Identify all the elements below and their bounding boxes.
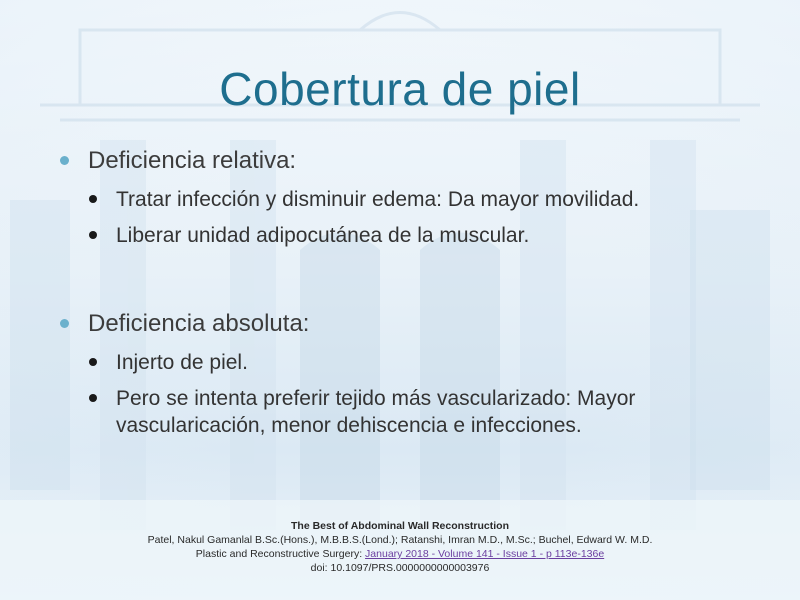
bullet-icon [89, 358, 97, 366]
section-relative-heading [58, 146, 758, 176]
slide-content [58, 146, 758, 439]
section-absolute-heading [58, 309, 758, 339]
reference-footer [0, 519, 800, 575]
reference-title: The Best of Abdominal Wall Reconstruction [291, 520, 509, 532]
list-item [87, 385, 758, 439]
section-heading-text: Deficiencia relativa: [88, 147, 297, 174]
bullet-icon [60, 156, 69, 165]
list-item [87, 349, 758, 376]
reference-issue-link[interactable]: January 2018 - Volume 141 - Issue 1 - p 113e-136e [365, 548, 605, 560]
reference-authors: Patel, Nakul Gamanlal B.Sc.(Hons.), M.B.B.S.(Lond.); Ratanshi, Imran M.D., M.Sc.; Buchel, Edward W. M.D. [147, 534, 653, 546]
list-item-text: Injerto de piel. [116, 351, 248, 374]
reference-journal: Plastic and Reconstructive Surgery: [195, 548, 366, 560]
bullet-icon [89, 231, 97, 239]
bullet-icon [89, 195, 97, 203]
reference-doi: doi: 10.1097/PRS.0000000000003976 [310, 562, 490, 574]
list-item [87, 186, 758, 213]
list-item-text: Pero se intenta preferir tejido más vascularizado: Mayor vascularicación, menor dehiscencia e infecciones. [116, 387, 636, 437]
slide-title: Cobertura de piel [219, 63, 581, 115]
reference-journal-line [0, 547, 800, 561]
list-item-text: Tratar infección y disminuir edema: Da mayor movilidad. [116, 188, 640, 211]
list-item [87, 222, 758, 249]
section-heading-text: Deficiencia absoluta: [88, 310, 310, 337]
list-item-text: Liberar unidad adipocutánea de la muscular. [116, 224, 530, 247]
bullet-icon [60, 319, 69, 328]
bullet-icon [89, 394, 97, 402]
